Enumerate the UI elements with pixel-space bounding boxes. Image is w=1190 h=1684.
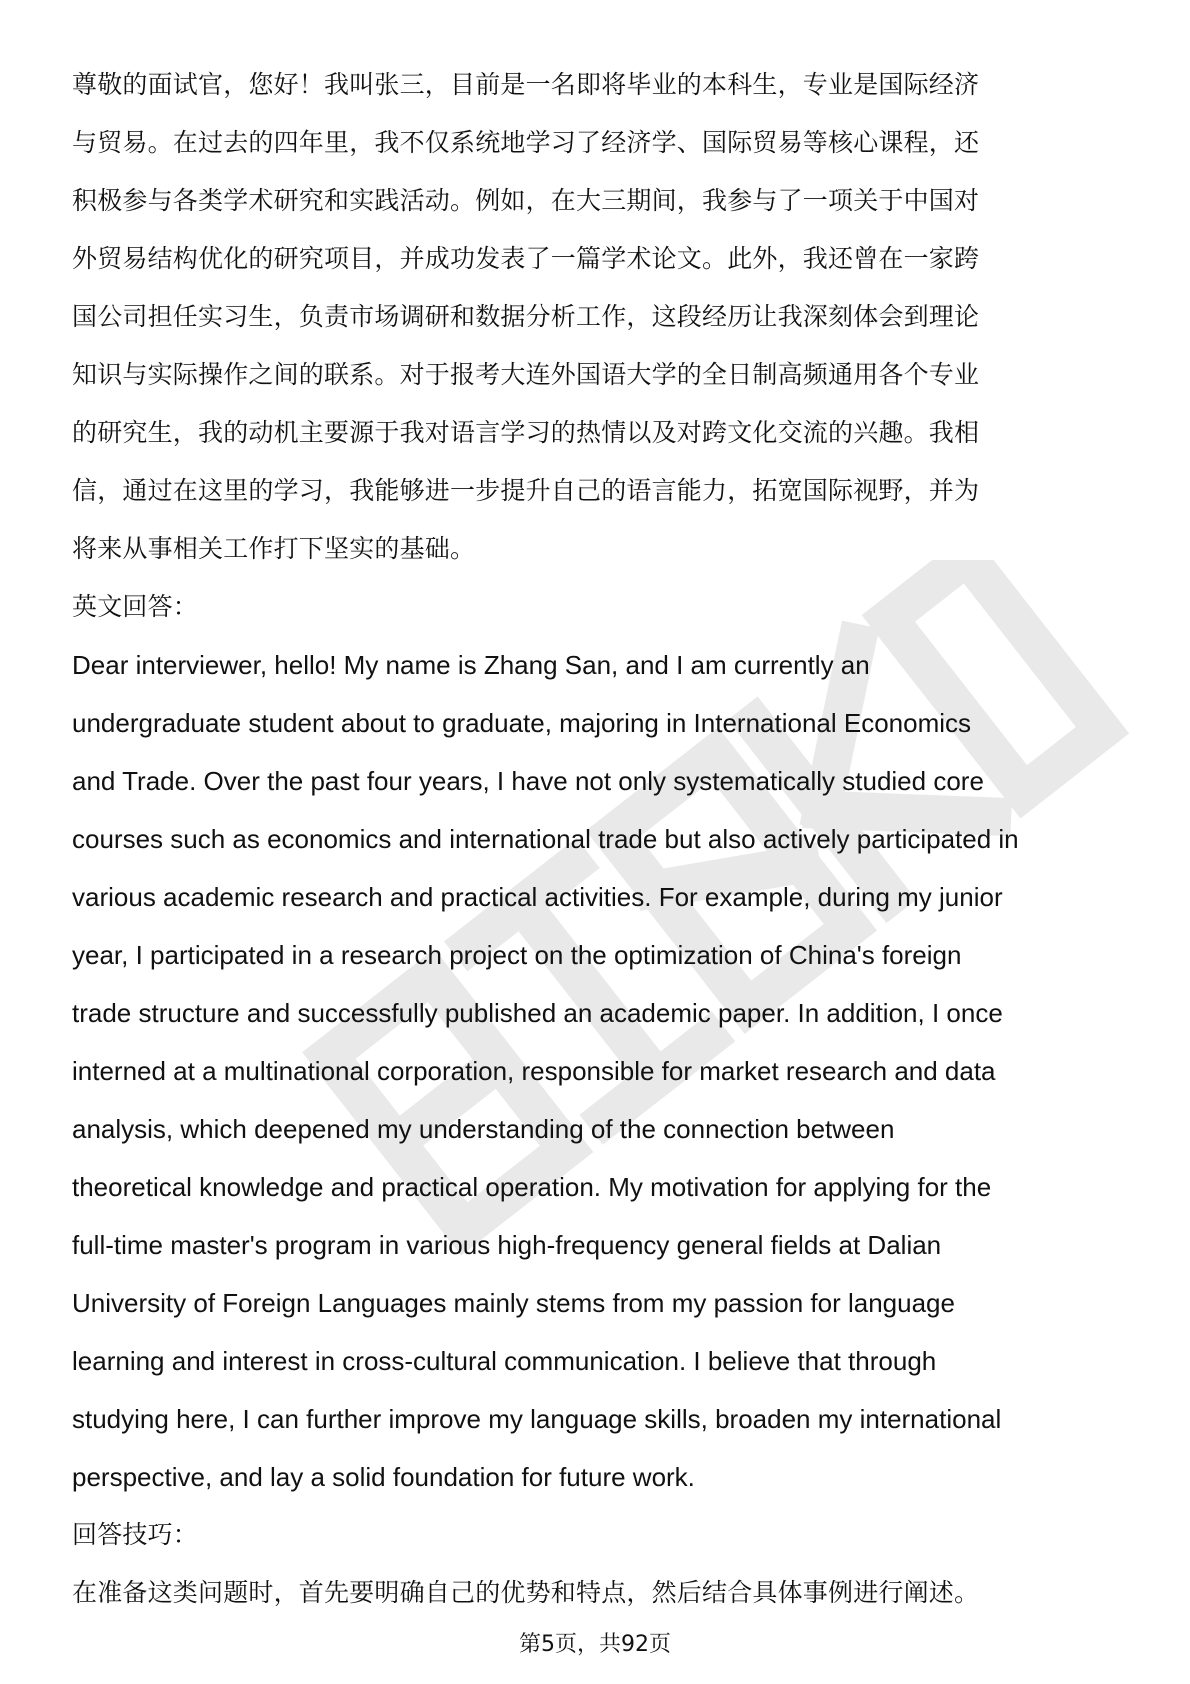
text-line: 与贸易。在过去的四年里，我不仅系统地学习了经济学、国际贸易等核心课程，还 [72,128,980,157]
text-line: 的研究生，我的动机主要源于我对语言学习的热情以及对跨文化交流的兴趣。我相 [72,418,980,447]
text-line: learning and interest in cross-cultural communication. I believe that through [72,1346,937,1376]
text-line: undergraduate student about to graduate, majoring in International Economics [72,708,972,738]
text-line: full-time master's program in various high-frequency general fields at Dalian [72,1230,942,1260]
text-line: interned at a multinational corporation, responsible for market research and data [72,1056,996,1086]
text-line: 信，通过在这里的学习，我能够进一步提升自己的语言能力，拓宽国际视野，并为 [72,476,980,505]
text-line: 积极参与各类学术研究和实践活动。例如，在大三期间，我参与了一项关于中国对 [72,186,980,215]
text-line: 将来从事相关工作打下坚实的基础。 [72,534,476,563]
page-number-footer: 第5页，共92页 [519,1632,671,1657]
text-line: Dear interviewer, hello! My name is Zhang San, and I am currently an [72,650,870,680]
text-line: 尊敬的面试官，您好！我叫张三，目前是一名即将毕业的本科生，专业是国际经济 [72,70,980,99]
text-line: 知识与实际操作之间的联系。对于报考大连外国语大学的全日制高频通用各个专业 [72,360,980,389]
text-line: perspective, and lay a solid foundation for future work. [72,1462,695,1492]
text-line: 在准备这类问题时，首先要明确自己的优势和特点，然后结合具体事例进行阐述。 [72,1578,980,1607]
text-line: and Trade. Over the past four years, I have not only systematically studied core [72,766,984,796]
english-answer-heading: 英文回答： [72,592,199,621]
chinese-intro-paragraph [72,56,1132,578]
text-line: various academic research and practical activities. For example, during my junior [72,882,1003,912]
text-line: University of Foreign Languages mainly stems from my passion for language [72,1288,955,1318]
tips-paragraph [72,1564,1132,1622]
text-line: trade structure and successfully published an academic paper. In addition, I once [72,998,1003,1028]
tips-heading: 回答技巧： [72,1520,199,1549]
text-line: courses such as economics and international trade but also actively participated in [72,824,1019,854]
text-line: 外贸易结构优化的研究项目，并成功发表了一篇学术论文。此外，我还曾在一家跨 [72,244,980,273]
text-line: 国公司担任实习生，负责市场调研和数据分析工作，这段经历让我深刻体会到理论 [72,302,980,331]
document-body [72,56,1132,1622]
text-line: analysis, which deepened my understanding of the connection between [72,1114,895,1144]
text-line: theoretical knowledge and practical operation. My motivation for applying for the [72,1172,992,1202]
english-answer-paragraph [72,636,1132,1506]
text-line: year, I participated in a research project on the optimization of China's foreign [72,940,962,970]
text-line: studying here, I can further improve my language skills, broaden my international [72,1404,1002,1434]
